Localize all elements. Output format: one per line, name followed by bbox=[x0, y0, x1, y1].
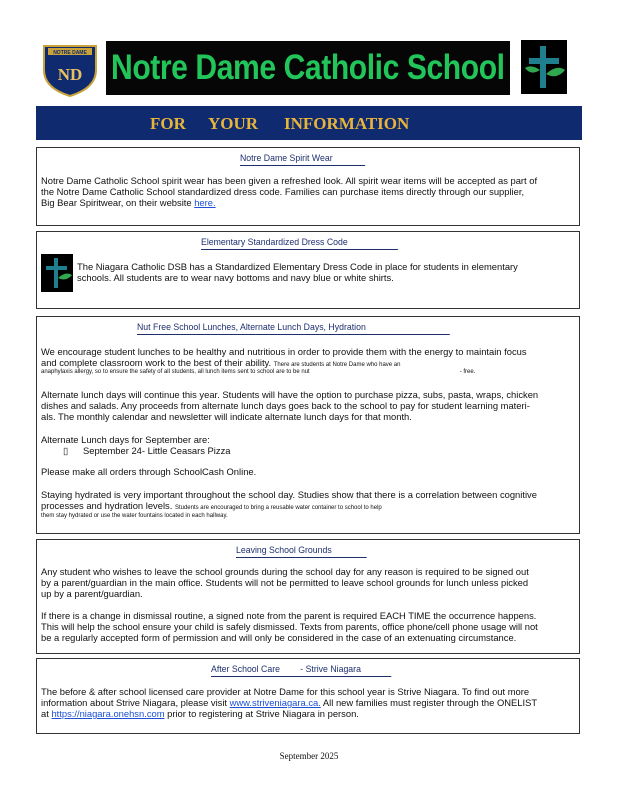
section-heading: Notre Dame Spirit Wear bbox=[240, 153, 365, 166]
section-heading: Leaving School Grounds bbox=[236, 545, 367, 558]
paragraph-line: als. The monthly calendar and newsletter will indicate alternate lunch days for that month. bbox=[41, 411, 412, 422]
section-dress-code bbox=[36, 231, 580, 309]
spiritwear-link[interactable]: here. bbox=[194, 197, 216, 208]
paragraph-line: Staying hydrated is very important throughout the school day. Studies show that there is a correlation between cognitive bbox=[41, 489, 537, 500]
school-crest-logo bbox=[40, 40, 100, 98]
list-item: September 24- Little Ceasars Pizza bbox=[83, 445, 231, 456]
for-your-information-banner bbox=[36, 106, 582, 140]
paragraph-line: and complete classroom work to the best of their ability. There are students at Notre Dame who have an bbox=[41, 357, 401, 368]
paragraph-line: Please make all orders through SchoolCash Online. bbox=[41, 466, 257, 477]
cross-leaf-logo bbox=[521, 40, 567, 94]
info-word-for: FOR bbox=[150, 114, 186, 133]
paragraph-line: them stay hydrated or use the water fountains located in each hallway. bbox=[41, 513, 228, 519]
paragraph-line: Alternate lunch days will continue this year. Students will have the option to purchase pizza, subs, pasta, wraps, chicken bbox=[41, 389, 539, 400]
paragraph-line: This will help the school ensure your child is safely dismissed. Texts from parents, office phone/cell phone usage will not bbox=[41, 621, 538, 632]
paragraph-line: the Notre Dame Catholic School standardized dress code. Families can purchase items directly through our supplier, bbox=[41, 186, 525, 197]
info-word-your: YOUR bbox=[208, 114, 259, 133]
section-spirit-wear bbox=[36, 147, 580, 226]
paragraph-line: by a parent/guardian in the main office. Students will not be permitted to leave school grounds for lunch unless picked bbox=[41, 577, 529, 588]
crest-caption: NOTRE DAME bbox=[53, 50, 87, 56]
section-heading: Elementary Standardized Dress Code bbox=[201, 237, 398, 250]
paragraph-line: The before & after school licensed care provider at Notre Dame for this school year is Strive Niagara. To find out more bbox=[41, 686, 530, 697]
paragraph-line: Alternate Lunch days for September are: bbox=[41, 434, 210, 445]
cross-leaf-icon bbox=[41, 254, 73, 292]
paragraph-line: Notre Dame Catholic School spirit wear has been given a refreshed look. All spirit wear items will be accepted as part of bbox=[41, 175, 538, 186]
paragraph-line: The Niagara Catholic DSB has a Standardized Elementary Dress Code in place for students in elementary bbox=[77, 261, 518, 272]
section-leaving-grounds bbox=[36, 539, 580, 654]
section-heading: Nut Free School Lunches, Alternate Lunch Days, Hydration bbox=[137, 322, 450, 335]
section-heading: After School Care - Strive Niagara bbox=[211, 664, 391, 677]
strive-niagara-link[interactable]: www.striveniagara.ca. bbox=[229, 697, 321, 708]
paragraph-line: We encourage student lunches to be healthy and nutritious in order to provide them with the energy to maintain focus bbox=[41, 346, 527, 357]
paragraph-line: information about Strive Niagara, please visit www.striveniagara.ca. All new families must register through the ONELIST bbox=[41, 697, 538, 708]
paragraph-line: Any student who wishes to leave the school grounds during the school day for any reason is required to be signed out bbox=[41, 566, 529, 577]
footer-date: September 2025 bbox=[279, 751, 339, 761]
school-title-banner bbox=[106, 41, 510, 95]
paragraph-line: dishes and salads. Any proceeds from alternate lunch days goes back to the school to pay for student learning materi- bbox=[41, 400, 530, 411]
school-title: Notre Dame Catholic School bbox=[111, 48, 505, 87]
onehsn-link[interactable]: https://niagara.onehsn.com bbox=[51, 708, 165, 719]
section-lunch-hydration bbox=[36, 316, 580, 534]
paragraph-line: schools. All students are to wear navy bottoms and navy blue or white shirts. bbox=[77, 272, 394, 283]
info-word-information: INFORMATION bbox=[284, 114, 410, 133]
crest-letters: ND bbox=[57, 65, 83, 84]
paragraph-line: up by a parent/guardian. bbox=[41, 588, 143, 599]
paragraph-line: If there is a change in dismissal routine, a signed note from the parent is required EACH TIME the occurrence happens. bbox=[41, 610, 537, 621]
paragraph-line: processes and hydration levels. Students are encouraged to bring a reusable water container to school to help bbox=[41, 500, 382, 511]
paragraph-line: be a regularly accepted form of permission and will only be considered in the case of an extenuating circumstance. bbox=[41, 632, 517, 643]
paragraph-line: Big Bear Spiritwear, on their website here. bbox=[41, 197, 216, 208]
paragraph-line: anaphylaxis allergy, so to ensure the safety of all students, all lunch items sent to school are to be nut - free. bbox=[41, 369, 476, 375]
paragraph-line: at https://niagara.onehsn.com prior to registering at Strive Niagara in person. bbox=[41, 708, 359, 719]
bullet-icon: ▯ bbox=[63, 445, 69, 456]
section-after-school-care bbox=[36, 658, 580, 734]
